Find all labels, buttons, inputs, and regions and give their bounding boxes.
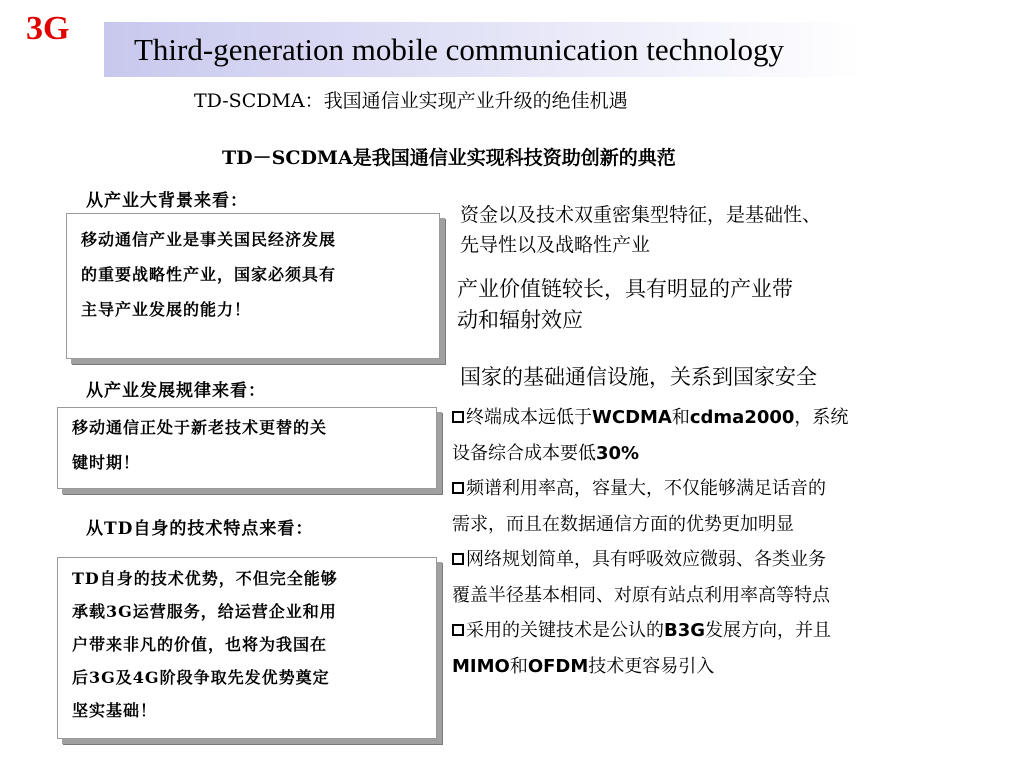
feature-line: 国家的基础通信设施，关系到国家安全 (460, 365, 817, 389)
info-box-td-tech (57, 557, 437, 739)
box-line: 主导产业发展的能力！ (81, 300, 252, 319)
box-line: 的重要战略性产业，国家必须具有 (81, 265, 337, 284)
list-item: 采用的关键技术是公认的B3G发展方向，并且 MIMO和OFDM技术更容易引入 (452, 620, 832, 677)
list-item: 网络规划简单，具有呼吸效应微弱、各类业务 覆盖半径基本相同、对原有站点利用率高等特点 (452, 549, 830, 606)
feature-line: 动和辐射效应 (457, 308, 583, 332)
square-bullet-icon (452, 624, 464, 636)
box-line: 后3G及4G阶段争取先发优势奠定 (72, 668, 330, 687)
square-bullet-icon (452, 553, 464, 565)
square-bullet-icon (452, 482, 464, 494)
info-box-industry-law (57, 407, 437, 489)
box-line: 移动通信产业是事关国民经济发展 (81, 230, 337, 249)
box-line: 承载3G运营服务，给运营企业和用 (72, 602, 337, 621)
advantage-list (452, 400, 1012, 684)
feature-national-security (460, 362, 817, 393)
feature-line: 产业价值链较长，具有明显的产业带 (457, 277, 793, 301)
feature-line: 资金以及技术双重密集型特征，是基础性、 (460, 204, 822, 226)
page-subtitle: TD-SCDMA：我国通信业实现产业升级的绝佳机遇 (194, 90, 628, 112)
box-line: 键时期！ (72, 453, 141, 472)
page-title: Third-generation mobile communication technology (134, 32, 784, 67)
feature-value-chain (457, 274, 793, 336)
box-line: TD自身的技术优势，不但完全能够 (72, 569, 338, 588)
section-label-industry-law: 从产业发展规律来看： (86, 381, 266, 401)
square-bullet-icon (452, 411, 464, 423)
feature-line: 先导性以及战略性产业 (460, 234, 651, 256)
section-label-td-tech: 从TD自身的技术特点来看： (86, 519, 314, 539)
box-line: 移动通信正处于新老技术更替的关 (72, 418, 328, 437)
list-item: 终端成本远低于WCDMA和cdma2000，系统 设备综合成本要低30% (452, 407, 849, 464)
section-heading: TD－SCDMA是我国通信业实现科技资助创新的典范 (222, 147, 676, 169)
box-line: 户带来非凡的价值，也将为我国在 (72, 635, 328, 654)
feature-capital-tech (460, 200, 821, 260)
logo-3g: 3G (26, 10, 70, 47)
list-item: 频谱利用率高，容量大，不仅能够满足话音的 需求，而且在数据通信方面的优势更加明显 (452, 478, 826, 535)
section-label-industry-background: 从产业大背景来看： (86, 191, 248, 211)
box-line: 坚实基础！ (72, 701, 158, 720)
info-box-industry-background (66, 213, 440, 359)
